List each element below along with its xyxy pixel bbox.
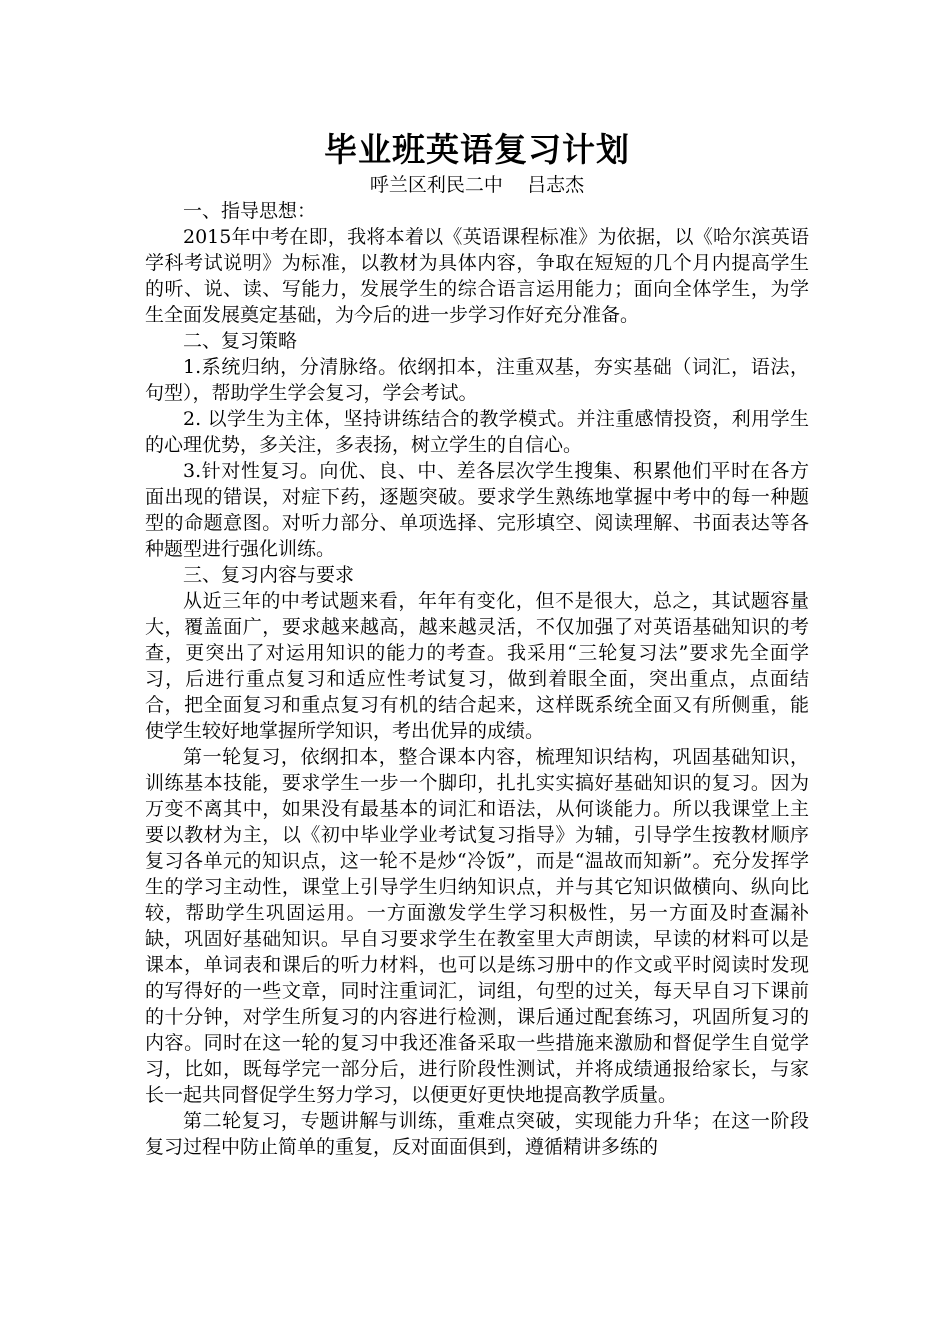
- paragraph-overview: 从近三年的中考试题来看，年年有变化，但不是很大，总之，其试题容量大，覆盖面广，要求越来越高，越来越灵活，不仅加强了对英语基础知识的考查，更突出了对运用知识的能力的考查。我采用“三轮复习法”要求先全面学习，后进行重点复习和适应性考试复习，做到着眼全面，突出重点，点面结合，把全面复习和重点复习有机的结合起来，这样既系统全面又有所侧重，能使学生较好地掌握所学知识，考出优异的成绩。: [145, 590, 809, 742]
- paragraph-second-round: 第二轮复习，专题讲解与训练，重难点突破，实现能力升华；在这一阶段复习过程中防止简单的重复，反对面面俱到，遵循精讲多练的: [145, 1110, 809, 1158]
- section-heading-guiding-ideas: 一、指导思想：: [183, 200, 317, 222]
- section-heading-review-strategy: 二、复习策略: [183, 330, 298, 352]
- paragraph-guiding-ideas: 2015年中考在即，我将本着以《英语课程标准》为依据，以《哈尔滨英语学科考试说明》为标准，以教材为具体内容，争取在短短的几个月内提高学生的听、说、读、写能力，发展学生的综合语言运用能力；面向全体学生，为学生全面发展奠定基础，为今后的进一步学习作好充分准备。: [145, 226, 809, 326]
- paragraph-strategy-2: 2. 以学生为主体，坚持讲练结合的教学模式。并注重感情投资，利用学生的心理优势，多关注，多表扬，树立学生的自信心。: [145, 408, 809, 456]
- paragraph-first-round: 第一轮复习，依纲扣本，整合课本内容，梳理知识结构，巩固基础知识，训练基本技能，要求学生一步一个脚印，扎扎实实搞好基础知识的复习。因为万变不离其中，如果没有最基本的词汇和语法，从何谈能力。所以我课堂上主要以教材为主，以《初中毕业学业考试复习指导》为辅，引导学生按教材顺序复习各单元的知识点，这一轮不是炒“冷饭”，而是“温故而知新”。充分发挥学生的学习主动性，课堂上引导学生归纳知识点，并与其它知识做横向、纵向比较，帮助学生巩固运用。一方面激发学生学习积极性，另一方面及时查漏补缺，巩固好基础知识。早自习要求学生在教室里大声朗读，早读的材料可以是课本，单词表和课后的听力材料，也可以是练习册中的作文或平时阅读时发现的写得好的一些文章，同时注重词汇，词组，句型的过关，每天早自习下课前的十分钟，对学生所复习的内容进行检测，课后通过配套练习，巩固所复习的内容。同时在这一轮的复习中我还准备采取一些措施来激励和督促学生自觉学习，比如，既每学完一部分后，进行阶段性测试，并将成绩通报给家长，与家长一起共同督促学生努力学习，以便更好更快地提高教学质量。: [145, 746, 809, 1106]
- paragraph-strategy-3: 3.针对性复习。向优、良、中、差各层次学生搜集、积累他们平时在各方面出现的错误，对症下药，逐题突破。要求学生熟练地掌握中考中的每一种题型的命题意图。对听力部分、单项选择、完形填空、阅读理解、书面表达等各种题型进行强化训练。: [145, 460, 809, 560]
- paragraph-strategy-1: 1.系统归纳，分清脉络。依纲扣本，注重双基，夯实基础（词汇，语法，句型），帮助学生学会复习，学会考试。: [145, 356, 809, 404]
- document-author: 呼兰区利民二中 吕志杰: [369, 174, 585, 196]
- document-page: [145, 128, 809, 1160]
- document-title: 毕业班英语复习计划: [324, 130, 630, 169]
- section-heading-content-requirements: 三、复习内容与要求: [183, 564, 355, 586]
